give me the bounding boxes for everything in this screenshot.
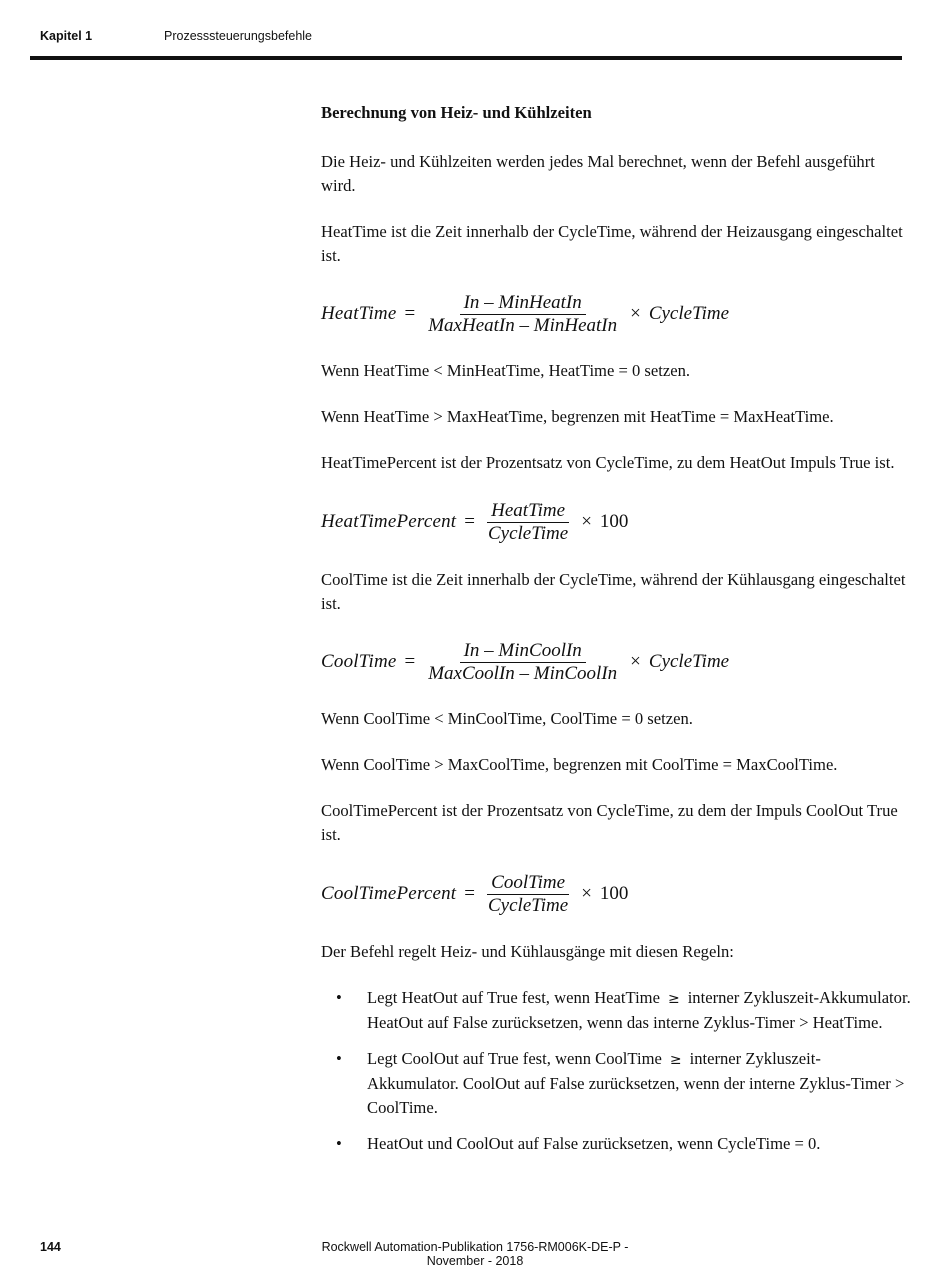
chapter-label: Kapitel 1 — [40, 29, 93, 43]
equals-sign: = — [404, 651, 416, 672]
formula-rhs: CycleTime — [648, 303, 730, 324]
cool-time-percent-description: CoolTimePercent ist der Prozentsatz von CycleTime, zu dem der Impuls CoolOut True ist. — [321, 801, 898, 844]
greater-equal-symbol: ≥ — [667, 991, 680, 1007]
cool-time-min-rule: Wenn CoolTime < MinCoolTime, CoolTime = 0 setzen. — [321, 709, 693, 728]
heat-time-percent-formula — [321, 497, 911, 547]
formula-numerator: In – MinCoolIn — [460, 640, 586, 663]
main-content — [321, 101, 911, 1168]
formula-lhs: HeatTime — [321, 303, 397, 324]
equals-sign: = — [464, 883, 475, 904]
publication-info: Rockwell Automation-Publikation 1756-RM006K-DE-P - November - 2018 — [321, 1240, 629, 1268]
rules-intro: Der Befehl regelt Heiz- und Kühlausgänge mit diesen Regeln: — [321, 942, 734, 961]
formula-fraction — [484, 872, 572, 917]
formula-numerator: In – MinHeatIn — [460, 292, 586, 315]
section-heading: Berechnung von Heiz- und Kühlzeiten — [321, 103, 592, 122]
chapter-title: Prozesssteuerungsbefehle — [164, 29, 313, 43]
formula-rhs: CycleTime — [648, 651, 730, 672]
heat-time-formula — [321, 290, 911, 338]
heat-time-percent-description: HeatTimePercent ist der Prozentsatz von CycleTime, zu dem HeatOut Impuls True ist. — [321, 453, 895, 472]
formula-numerator: HeatTime — [487, 500, 569, 523]
rule-text-after: interner Zykluszeit-Akkumulator. HeatOut auf False zurücksetzen, wenn das interne Zyklus-Timer > HeatTime. — [367, 988, 911, 1032]
equals-sign: = — [464, 511, 475, 532]
multiply-sign: × — [581, 511, 592, 532]
control-rule-item — [321, 1047, 911, 1120]
intro-paragraph: Die Heiz- und Kühlzeiten werden jedes Mal berechnet, wenn der Befehl ausgeführt wird. — [321, 152, 875, 195]
page-header — [0, 0, 950, 62]
multiply-sign: × — [630, 303, 641, 324]
cool-time-formula — [321, 638, 911, 686]
control-rule-item — [321, 986, 911, 1035]
rule-text-before: Legt HeatOut auf True fest, wenn HeatTime — [367, 988, 660, 1007]
formula-fraction — [484, 500, 572, 545]
formula-rhs: 100 — [599, 883, 629, 904]
greater-equal-symbol: ≥ — [669, 1052, 682, 1068]
heat-time-min-rule: Wenn HeatTime < MinHeatTime, HeatTime = 0 setzen. — [321, 361, 691, 380]
control-rule-item — [321, 1132, 911, 1156]
formula-denominator: CycleTime — [487, 522, 569, 544]
formula-denominator: MaxCoolIn – MinCoolIn — [428, 662, 618, 684]
formula-numerator: CoolTime — [487, 872, 569, 895]
page-number: 144 — [40, 1240, 61, 1254]
formula-fraction — [424, 292, 621, 337]
header-rule — [30, 56, 902, 60]
formula-rhs: 100 — [599, 511, 629, 532]
multiply-sign: × — [581, 883, 592, 904]
formula-denominator: CycleTime — [488, 894, 569, 916]
formula-denominator: MaxHeatIn – MinHeatIn — [428, 314, 618, 336]
bullet-icon: • — [336, 1134, 342, 1153]
multiply-sign: × — [630, 651, 641, 672]
rule-text: HeatOut und CoolOut auf False zurücksetzen, wenn CycleTime = 0. — [367, 1134, 821, 1153]
cool-time-percent-formula — [321, 869, 911, 919]
heat-time-description: HeatTime ist die Zeit innerhalb der CycleTime, während der Heizausgang eingeschaltet ist. — [321, 222, 903, 265]
heat-time-max-rule: Wenn HeatTime > MaxHeatTime, begrenzen mit HeatTime = MaxHeatTime. — [321, 407, 834, 426]
equals-sign: = — [404, 303, 416, 324]
formula-lhs: HeatTimePercent — [321, 511, 457, 532]
cool-time-description: CoolTime ist die Zeit innerhalb der CycleTime, während der Kühlausgang eingeschaltet ist. — [321, 570, 906, 613]
formula-lhs: CoolTime — [321, 651, 397, 672]
bullet-icon: • — [336, 1049, 342, 1068]
bullet-icon: • — [336, 988, 342, 1007]
cool-time-max-rule: Wenn CoolTime > MaxCoolTime, begrenzen mit CoolTime = MaxCoolTime. — [321, 755, 838, 774]
control-rules-list — [321, 986, 911, 1156]
rule-text-after: interner Zykluszeit-Akkumulator. CoolOut auf False zurücksetzen, wenn der interne Zyklus-Timer > CoolTime. — [367, 1049, 905, 1117]
formula-lhs: CoolTimePercent — [321, 883, 457, 904]
formula-fraction — [424, 640, 621, 685]
rule-text-before: Legt CoolOut auf True fest, wenn CoolTime — [367, 1049, 662, 1068]
